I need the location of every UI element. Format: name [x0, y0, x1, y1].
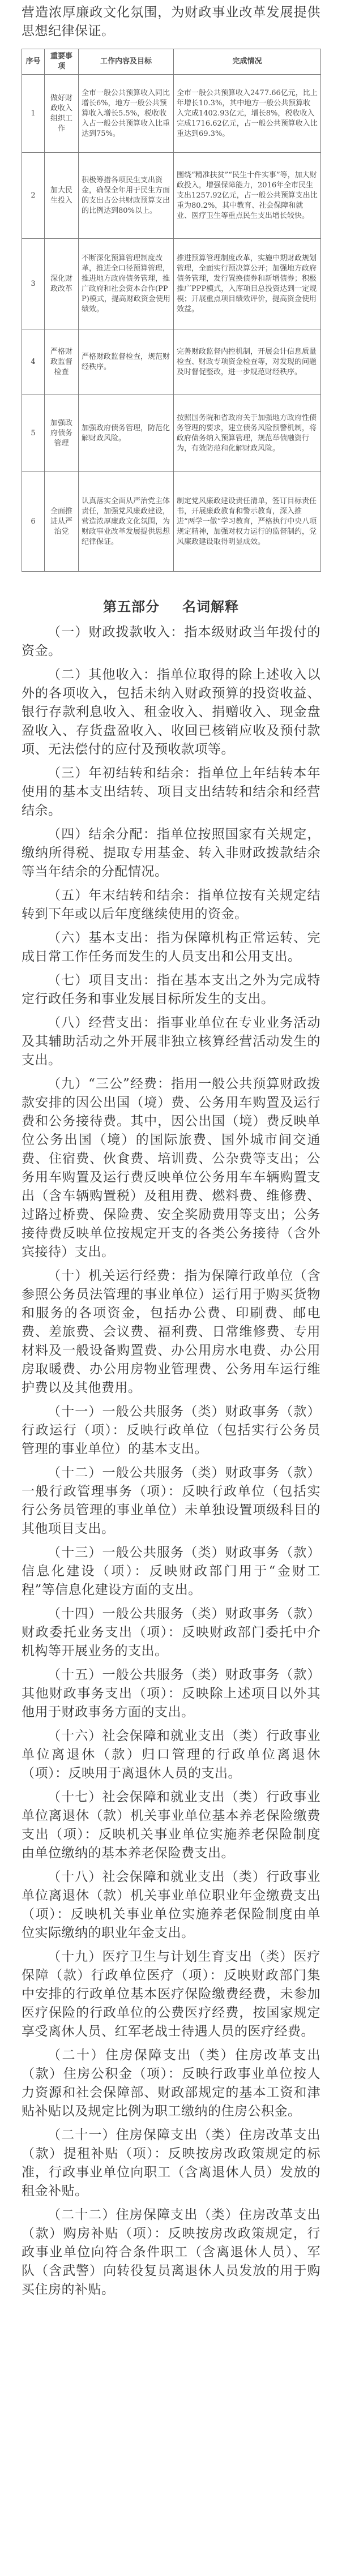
row-status: 按照国务院和省政府关于加强地方政府性债务管理的要求，建立债务风险预警机制，将政府债务纳入预算管理，规范举债融资行为，有效防范和化解财政风险。 [174, 395, 321, 472]
intro-paragraph: 营造浓厚廉政文化氛围，为财政事业改革发展提供思想纪律保证。 [22, 5, 320, 38]
definition-item: （十二）一般公共服务（类）财政事务（款）一般行政管理事务（项）：反映行政单位（包括实行公务员管理的事业单位）未单独设置项级科目的其他项目支出。 [22, 1465, 320, 1536]
page [0, 3, 342, 2576]
definition-item: （五）年末结转和结余：指单位按有关规定结转到下年或以后年度继续使用的资金。 [22, 888, 320, 921]
definition-item: （二十二）住房保障支出（类）住房改革支出（款）购房补贴（项）：反映按房改政策规定，行政事业单位向符合条件职工（含离退休人员）、军队（含武警）向转役复员离退休人员发放的用于购买住房的补贴。 [22, 2208, 320, 2297]
row-goal: 加强政府债务管理，防范化解财政风险。 [79, 395, 174, 472]
definition-item: （四）结余分配：指单位按照国家有关规定，缴纳所得税、提取专用基金、转入非财政拨款结余等当年结余的分配情况。 [22, 827, 320, 879]
row-status: 制定党风廉政建设责任清单，签订目标责任书，开展廉政教育和警示教育，深入推进“两学一做”学习教育，严格执行中央八项规定精神，加强对权力运行的监督制约，党风廉政建设取得明显成效。 [174, 472, 321, 572]
definition-item: （十五）一般公共服务（类）财政事务（款）其他财政事务支出（项）：反映除上述项目以外其他用于财政事务方面的支出。 [22, 1668, 320, 1720]
row-goal: 全市一般公共预算收入同比增长6%，地方一般公共预算收入增长5.5%，税收收入占一般公共预算收入比重达到75%。 [79, 75, 174, 153]
definition-item: （十三）一般公共服务（类）财政事务（款）信息化建设（项）：反映财政部门用于“金财工程”等信息化建设方面的支出。 [22, 1545, 320, 1597]
definition-item: （七）项目支出：指在基本支出之外为完成特定行政任务和事业发展目标所发生的支出。 [22, 973, 320, 1006]
row-no: 4 [22, 329, 45, 395]
section-title: 名词解释 [182, 598, 239, 615]
definition-item: （十六）社会保障和就业支出（类）行政事业单位离退休（款）归口管理的行政单位离退休（项）：反映用于离退休人员的支出。 [22, 1729, 320, 1781]
table-row [22, 153, 321, 239]
table-row [22, 395, 321, 472]
row-no: 2 [22, 153, 45, 239]
task-table [22, 49, 321, 572]
header-status: 完成情况 [174, 49, 321, 75]
row-no: 3 [22, 239, 45, 329]
definition-item: （八）经营支出：指事业单位在专业业务活动及其辅助活动之外开展非独立核算经营活动发生的支出。 [22, 1015, 320, 1068]
definition-item: （十四）一般公共服务（类）财政事务（款）财政委托业务支出（项）：反映财政部门委托中介机构等开展业务的支出。 [22, 1606, 320, 1658]
row-goal: 严格财政监督检查，规范财经秩序。 [79, 329, 174, 395]
definition-item: （六）基本支出：指为保障机构正常运转、完成日常工作任务而发生的人员支出和公用支出。 [22, 931, 320, 964]
table-row [22, 75, 321, 153]
table-row [22, 329, 321, 395]
table-header-row [22, 49, 321, 75]
row-no: 6 [22, 472, 45, 572]
header-task: 重要事项 [45, 49, 79, 75]
definition-list [22, 623, 320, 2299]
row-goal: 认真落实全面从严治党主体责任，加强党风廉政建设，营造浓厚廉政文化氛围，为财政事业改革发展提供思想纪律保证。 [79, 472, 174, 572]
definition-item: （二）其他收入：指单位取得的除上述收入以外的各项收入，包括未纳入财政预算的投资收益、银行存款利息收入、租金收入、捐赠收入、现金盘盈收入、存货盘盈收入、收回已核销应收及预付款项、无法偿付的应付及预收款项等。 [22, 667, 320, 757]
row-status: 围绕“精准扶贫”“民生十件实事”等，加大财政投入，增强保障能力，2016年全市民生支出1257.92亿元，占一般公共预算支出比重为80.2%，其中教育、社会保障和就业、医疗卫生等重点民生支出增长较快。 [174, 153, 321, 239]
row-task: 深化财政改革 [45, 239, 79, 329]
header-no: 序号 [22, 49, 45, 75]
row-goal: 积极筹措各项民生支出资金，确保全年用于民生方面的支出占公共财政预算支出的比例达到80%以上。 [79, 153, 174, 239]
definition-item: （十八）社会保障和就业支出（类）行政事业单位离退休（款）机关事业单位职业年金缴费支出（项）：反映机关事业单位实施养老保险制度由单位实际缴纳的职业年金支出。 [22, 1870, 320, 1940]
definition-item: （十七）社会保障和就业支出（类）行政事业单位离退休（款）机关事业单位基本养老保险缴费支出（项）：反映机关事业单位实施养老保险制度由单位缴纳的基本养老保险费支出。 [22, 1790, 320, 1861]
definition-item: （一）财政拨款收入：指本级财政当年拨付的资金。 [22, 625, 320, 658]
header-goal: 工作内容及目标 [79, 49, 174, 75]
definition-item: （十九）医疗卫生与计划生育支出（类）医疗保障（款）行政单位医疗（项）：反映财政部门集中安排的行政单位基本医疗保险缴费经费，未参加医疗保险的行政单位的公费医疗经费，按国家规定享受离休人员、红军老战士待遇人员的医疗经费。 [22, 1949, 320, 2039]
row-task: 加大民生投入 [45, 153, 79, 239]
definition-item: （二十）住房保障支出（类）住房改革支出（款）住房公积金（项）：反映行政事业单位按人力资源和社会保障部、财政部规定的基本工资和津贴补贴以及规定比例为职工缴纳的住房公积金。 [22, 2048, 320, 2119]
definition-item: （三）年初结转和结余：指单位上年结转本年使用的基本支出结转、项目支出结转和结余和经营结余。 [22, 766, 320, 818]
row-task: 严格财政监督检查 [45, 329, 79, 395]
row-status: 完善财政监督内控机制，开展会计信息质量检查、财政专项资金检查等，对发现的问题及时督促整改，进一步规范财经秩序。 [174, 329, 321, 395]
row-task: 加强政府债务管理 [45, 395, 79, 472]
definition-item: （二十一）住房保障支出（类）住房改革支出（款）提租补贴（项）：反映按房改政策规定的标准，行政事业单位向职工（含离退休人员）发放的租金补贴。 [22, 2128, 320, 2198]
definition-item: （十）机关运行经费：指为保障行政单位（含参照公务员法管理的事业单位）运行用于购买货物和服务的各项资金，包括办公费、印刷费、邮电费、差旅费、会议费、福利费、日常维修费、专用材料及一般设备购置费、办公用房水电费、办公用房取暖费、办公用房物业管理费、公务用车运行维护费以及其他费用。 [22, 1268, 320, 1395]
row-status: 全市一般公共预算收入2477.66亿元，比上年增长10.3%，其中地方一般公共预算收入完成1402.93亿元，增长8%，税收收入完成1716.62亿元，占一般公共预算收入比重达到69.3%。 [174, 75, 321, 153]
definition-item: （十一）一般公共服务（类）财政事务（款）行政运行（项）：反映行政单位（包括实行公务员管理的事业单位）的基本支出。 [22, 1404, 320, 1456]
row-task: 做好财政收入组织工作 [45, 75, 79, 153]
row-task: 全面推进从严治党 [45, 472, 79, 572]
row-no: 5 [22, 395, 45, 472]
definition-item: （九）“三公”经费：指用一般公共预算财政拨款安排的因公出国（境）费、公务用车购置及运行费和公务接待费。其中，因公出国（境）费反映单位公务出国（境）的国际旅费、国外城市间交通费、住宿费、伙食费、培训费、公杂费等支出；公务用车购置及运行费反映单位公务用车车辆购置支出（含车辆购置税）及租用费、燃料费、维修费、过路过桥费、保险费、安全奖励费用等支出；公务接待费反映单位按规定开支的各类公务接待（含外宾接待）支出。 [22, 1077, 320, 1259]
row-goal: 不断深化预算管理制度改革，推进全口径预算管理，推进地方政府债务管理，推广政府和社会资本合作(PPP)模式，提高财政资金使用绩效。 [79, 239, 174, 329]
row-no: 1 [22, 75, 45, 153]
section-part: 第五部分 [103, 598, 160, 615]
section-heading [22, 595, 320, 615]
table-row [22, 472, 321, 572]
table-row [22, 239, 321, 329]
row-status: 推进预算管理制度改革，实施中期财政规划管理，全面实行预决算公开；加强地方政府债务管理，发行置换债券和新增债券；积极推广PPP模式，入库项目总投资达到一定规模；开展重点项目绩效评价，提高资金使用效益。 [174, 239, 321, 329]
